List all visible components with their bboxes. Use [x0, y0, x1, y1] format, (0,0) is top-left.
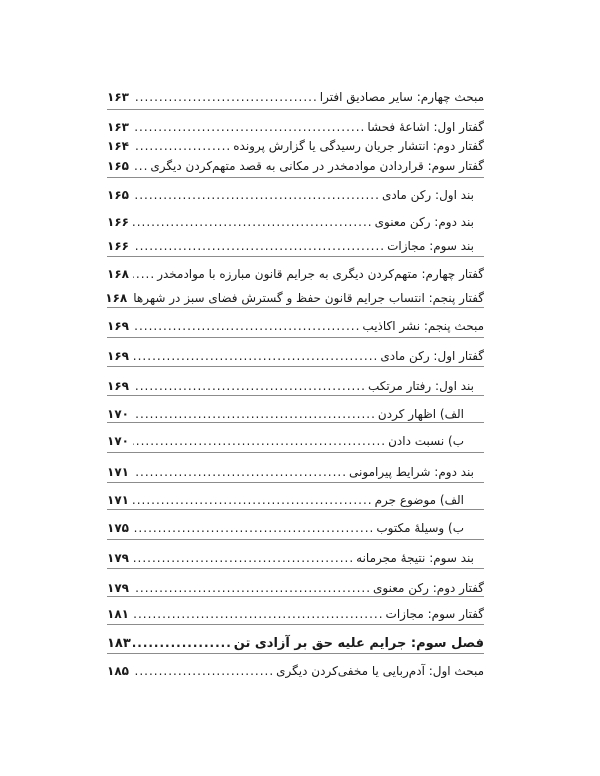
toc-entry-page-number: ۱۶۸ [107, 267, 129, 281]
toc-entry-page-number: ۱۷۵ [107, 521, 129, 535]
toc-entry[interactable] [107, 578, 484, 598]
toc-entry-title: بند سوم: مجازات [387, 239, 474, 253]
separator-rule [107, 653, 484, 654]
dot-leader [133, 607, 384, 621]
dot-leader [133, 493, 373, 507]
separator-rule [107, 366, 484, 367]
dot-leader [133, 551, 354, 565]
dot-leader [133, 159, 148, 173]
toc-entry-title: مبحث اول: آدم‌ربایی یا مخفی‌کردن دیگری [276, 664, 484, 678]
dot-leader [133, 581, 371, 595]
toc-entry[interactable] [107, 604, 484, 624]
toc-entry-title: بند دوم: رکن معنوی [374, 215, 474, 229]
toc-entry-page-number: ۱۸۳ [107, 635, 131, 651]
toc-entry-page-number: ۱۸۱ [107, 607, 129, 621]
separator-rule [107, 452, 484, 453]
toc-entry[interactable] [107, 462, 484, 482]
toc-entry[interactable] [107, 548, 484, 568]
toc-entry-title: گفتار دوم: رکن معنوی [373, 581, 484, 595]
toc-entry[interactable] [107, 156, 484, 176]
separator-rule [107, 256, 484, 257]
toc-entry-page-number: ۱۶۶ [107, 215, 129, 229]
toc-entry[interactable] [107, 661, 484, 681]
dot-leader [133, 120, 365, 134]
toc-entry[interactable] [107, 87, 484, 107]
toc-entry-title: مبحث پنجم: نشر اکاذیب [362, 319, 484, 333]
dot-leader [133, 239, 385, 253]
toc-entry-page-number: ۱۶۴ [107, 139, 129, 153]
toc-entry-title: الف) موضوع جرم [374, 493, 464, 507]
toc-entry-page-number: ۱۸۵ [107, 664, 129, 678]
toc-entry[interactable] [107, 404, 484, 424]
dot-leader [133, 465, 347, 479]
separator-rule [107, 177, 484, 178]
separator-rule [107, 568, 484, 569]
toc-entry-title: گفتار اول: رکن مادی [380, 349, 484, 363]
toc-entry[interactable] [107, 212, 484, 232]
dot-leader [133, 521, 374, 535]
toc-entry-title: گفتار سوم: مجازات [385, 607, 484, 621]
toc-entry-page-number: ۱۷۰ [107, 434, 129, 448]
dot-leader [133, 139, 231, 153]
toc-entry-title: گفتار سوم: قراردادن موادمخدر در مکانی به قصد متهم‌کردن دیگری [150, 159, 484, 173]
toc-entry[interactable] [107, 346, 484, 366]
toc-entry-title: فصل سوم: جرایم علیه حق بر آزادی تن [233, 635, 484, 651]
toc-entry[interactable] [107, 633, 484, 653]
toc-entry-page-number: ۱۶۶ [107, 239, 129, 253]
dot-leader [133, 215, 373, 229]
toc-entry-title: بند دوم: شرایط پیرامونی [349, 465, 474, 479]
separator-rule [107, 109, 484, 110]
toc-entry[interactable] [107, 490, 484, 510]
dot-leader [133, 90, 318, 104]
separator-rule [107, 482, 484, 483]
toc-entry-page-number: ۱۷۹ [107, 551, 129, 565]
toc-entry-title: ب) وسیلهٔ مکتوب [376, 521, 464, 535]
toc-entry-title: بند اول: رفتار مرتکب [368, 379, 474, 393]
toc-entry-title: بند اول: رکن مادی [381, 188, 474, 202]
toc-entry[interactable] [107, 117, 484, 137]
toc-entry-page-number: ۱۷۰ [107, 407, 129, 421]
toc-entry-title: گفتار چهارم: متهم‌کردن دیگری به جرایم قانون مبارزه با موادمخدر [157, 267, 484, 281]
separator-rule [107, 539, 484, 540]
toc-entry-page-number: ۱۷۱ [107, 493, 129, 507]
dot-leader [133, 188, 380, 202]
toc-entry-page-number: ۱۶۳ [107, 90, 129, 104]
toc-entry-title: بند سوم: نتیجهٔ مجرمانه [356, 551, 474, 565]
toc-entry-title: مبحث چهارم: سایر مصادیق افترا [319, 90, 484, 104]
separator-rule [107, 337, 484, 338]
toc-entry-title: گفتار دوم: انتشار جریان رسیدگی یا گزارش پرونده [233, 139, 484, 153]
toc-entry[interactable] [107, 136, 484, 156]
toc-entry[interactable] [107, 376, 484, 396]
toc-entry[interactable] [107, 518, 484, 538]
dot-leader [133, 636, 232, 650]
toc-entry[interactable] [107, 431, 484, 451]
dot-leader [133, 407, 376, 421]
toc-entry-page-number: ۱۶۹ [107, 319, 129, 333]
toc-entry[interactable] [107, 316, 484, 336]
toc-entry-title: ب) نسبت دادن [388, 434, 464, 448]
dot-leader [133, 319, 360, 333]
toc-entry-page-number: ۱۶۵ [107, 159, 129, 173]
toc-entry-page-number: ۱۷۱ [107, 465, 129, 479]
dot-leader [133, 434, 386, 448]
dot-leader [133, 379, 366, 393]
toc-entry-page-number: ۱۶۹ [107, 379, 129, 393]
toc-entry[interactable] [107, 288, 484, 308]
toc-entry[interactable] [107, 185, 484, 205]
toc-entry-page-number: ۱۶۳ [107, 120, 129, 134]
dot-leader [133, 267, 155, 281]
toc-entry-page-number: ۱۶۵ [107, 188, 129, 202]
toc-entry-title: گفتار پنجم: انتساب جرایم قانون حفظ و گسترش فضای سبز در شهرها [133, 291, 484, 305]
dot-leader [133, 349, 378, 363]
separator-rule [107, 624, 484, 625]
toc-entry-page-number: ۱۶۸ [105, 291, 128, 305]
toc-entry-title: گفتار اول: اشاعهٔ فحشا [367, 120, 484, 134]
toc-entry[interactable] [107, 264, 484, 284]
toc-entry-page-number: ۱۶۹ [107, 349, 129, 363]
toc-entry-page-number: ۱۷۹ [107, 581, 129, 595]
toc-entry[interactable] [107, 236, 484, 256]
dot-leader [133, 664, 274, 678]
toc-entry-title: الف) اظهار کردن [377, 407, 464, 421]
